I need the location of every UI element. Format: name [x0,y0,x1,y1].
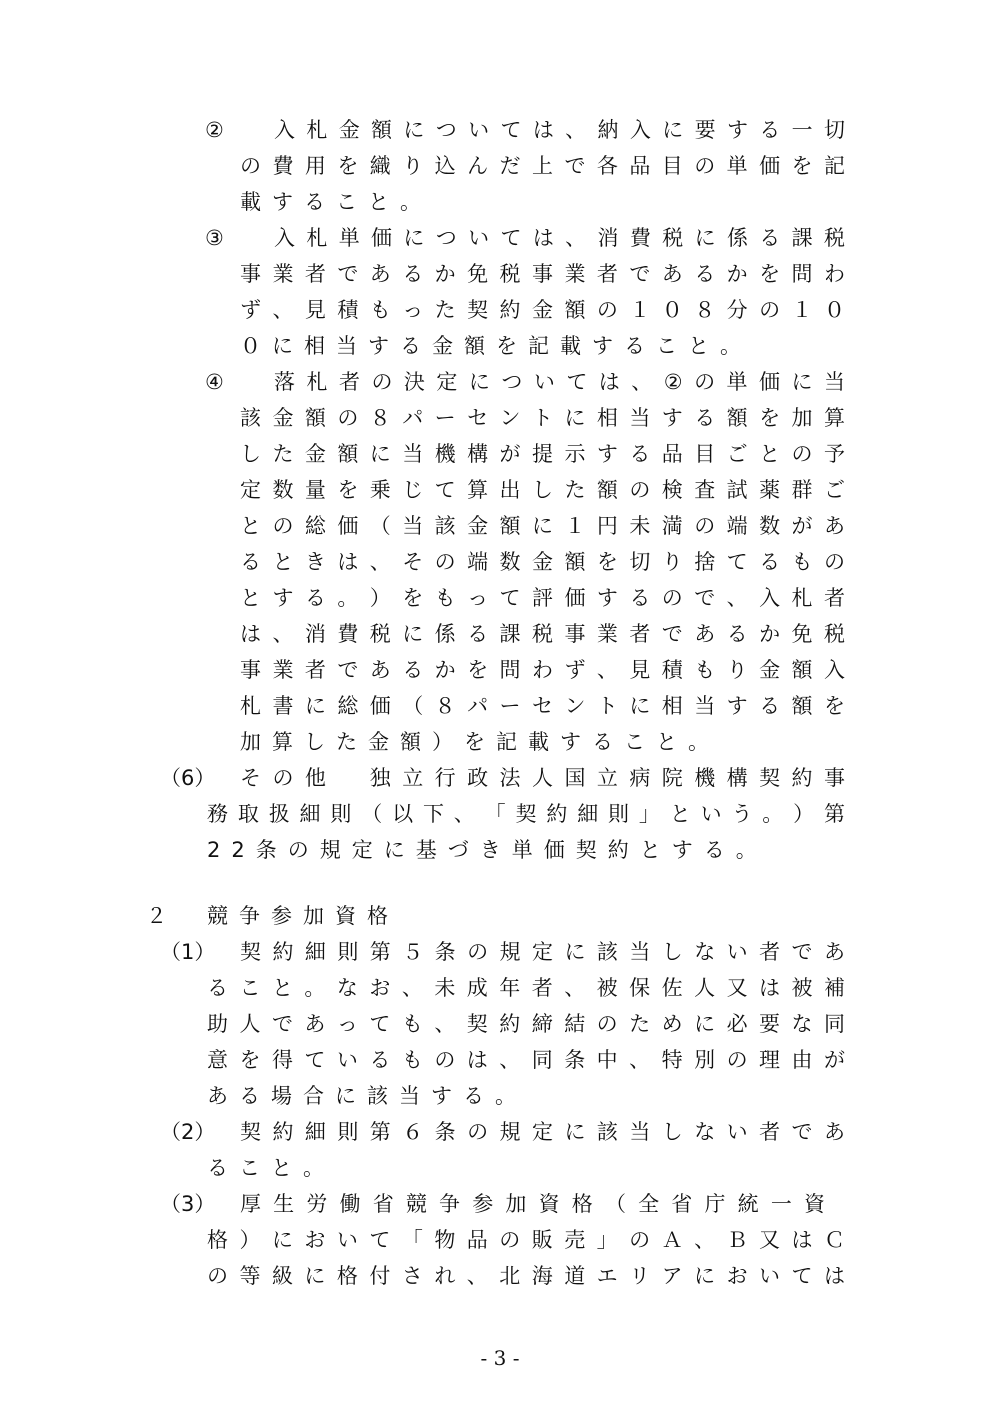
qualification-2-line-1: 契​約​細​則​第​６​条​の​規​定​に​該​当​し​な​い​者​で​あ [240,1120,845,1144]
qualification-1-line-3: 助​人​で​あ​っ​て​も​、​契​約​締​結​の​た​め​に​必​要​な​同 [207,1012,845,1036]
section-number-2: ２ [146,904,167,928]
item-4-line-2: 該​金​額​の​８​パ​ー​セ​ン​ト​に​相​当​す​る​額​を​加​算 [240,406,845,430]
qualification-number-1: （1） [160,940,216,964]
item-4-line-3: し​た​金​額​に​当​機​構​が​提​示​す​る​品​目​ご​と​の​予 [240,442,845,466]
item-4-line-6: る​と​き​は​、​そ​の​端​数​金​額​を​切​り​捨​て​る​も​の [240,550,845,574]
item-4-line-4: 定​数​量​を​乗​じ​て​算​出​し​た​額​の​検​査​試​薬​群​ご [240,478,845,502]
paragraph-6-line-2: 務​取​扱​細​則​（​以​下​、​「​契​約​細​則​」​と​い​う​。​）​第 [207,802,845,826]
item-4-line-5: と​の​総​価​（​当​該​金​額​に​１​円​未​満​の​端​数​が​あ [240,514,845,538]
paragraph-number-6: （6） [160,766,216,790]
item-3-line-4: ０に相当する金額を記載すること。 [240,334,752,358]
qualification-3-line-3: の​等​級​に​格​付​さ​れ​、​北​海​道​エ​リ​ア​に​お​い​て​は [207,1264,845,1288]
item-4-line-11: 加算した金額）を記載すること。 [240,730,720,754]
item-number-4: ④ [205,370,224,394]
qualification-number-3: （3） [160,1192,216,1216]
item-4-line-10: 札​書​に​総​価​（​８​パ​ー​セ​ン​ト​に​相​当​す​る​額​を [240,694,845,718]
item-number-3: ③ [205,226,224,250]
paragraph-6-line-1: そ​の​他​ ​独​立​行​政​法​人​国​立​病​院​機​構​契​約​事 [240,766,845,790]
item-2-line-1: 入​札​金​額​に​つ​い​て​は​、​納​入​に​要​す​る​一​切 [274,118,845,142]
item-3-line-3: ず​、​見​積​も​っ​た​契​約​金​額​の​１​０​８​分​の​１​０ [240,298,845,322]
qualification-1-line-2: る​こ​と​。​な​お​、​未​成​年​者​、​被​保​佐​人​又​は​被​補 [207,976,845,1000]
paragraph-6-line-3: 22条の規定に基づき単価契約とする。 [207,838,768,862]
item-3-line-2: 事​業​者​で​あ​る​か​免​税​事​業​者​で​あ​る​か​を​問​わ [240,262,845,286]
item-2-line-3: 載すること。 [240,190,432,214]
qualification-1-line-1: 契​約​細​則​第​５​条​の​規​定​に​該​当​し​な​い​者​で​あ [240,940,845,964]
qualification-3-line-1: 厚​生​労​働​省​競​争​参​加​資​格​（​全​省​庁​統​一​資 [240,1192,825,1216]
qualification-1-line-5: ある場合に該当する。 [207,1084,527,1108]
qualification-2-line-2: ること。 [207,1156,335,1180]
page-number: - 3 - [480,1346,520,1370]
qualification-1-line-4: 意​を​得​て​い​る​も​の​は​、​同​条​中​、​特​別​の​理​由​が [207,1048,845,1072]
section-title: 競争参加資格 [207,904,399,928]
item-2-line-2: の​費​用​を​織​り​込​ん​だ​上​で​各​品​目​の​単​価​を​記 [240,154,845,178]
item-4-line-1: 落​札​者​の​決​定​に​つ​い​て​は​、​②​の​単​価​に​当 [274,370,845,394]
item-number-2: ② [205,118,224,142]
item-4-line-7: と​す​る​。​）​を​も​っ​て​評​価​す​る​の​で​、​入​札​者 [240,586,845,610]
item-3-line-1: 入​札​単​価​に​つ​い​て​は​、​消​費​税​に​係​る​課​税 [274,226,845,250]
qualification-3-line-2: 格​）​に​お​い​て​「​物​品​の​販​売​」​の​Ａ​、​Ｂ​又​は​Ｃ [207,1228,845,1252]
qualification-number-2: （2） [160,1120,216,1144]
item-4-line-9: 事​業​者​で​あ​る​か​を​問​わ​ず​、​見​積​も​り​金​額​入 [240,658,845,682]
item-4-line-8: は​、​消​費​税​に​係​る​課​税​事​業​者​で​あ​る​か​免​税 [240,622,845,646]
